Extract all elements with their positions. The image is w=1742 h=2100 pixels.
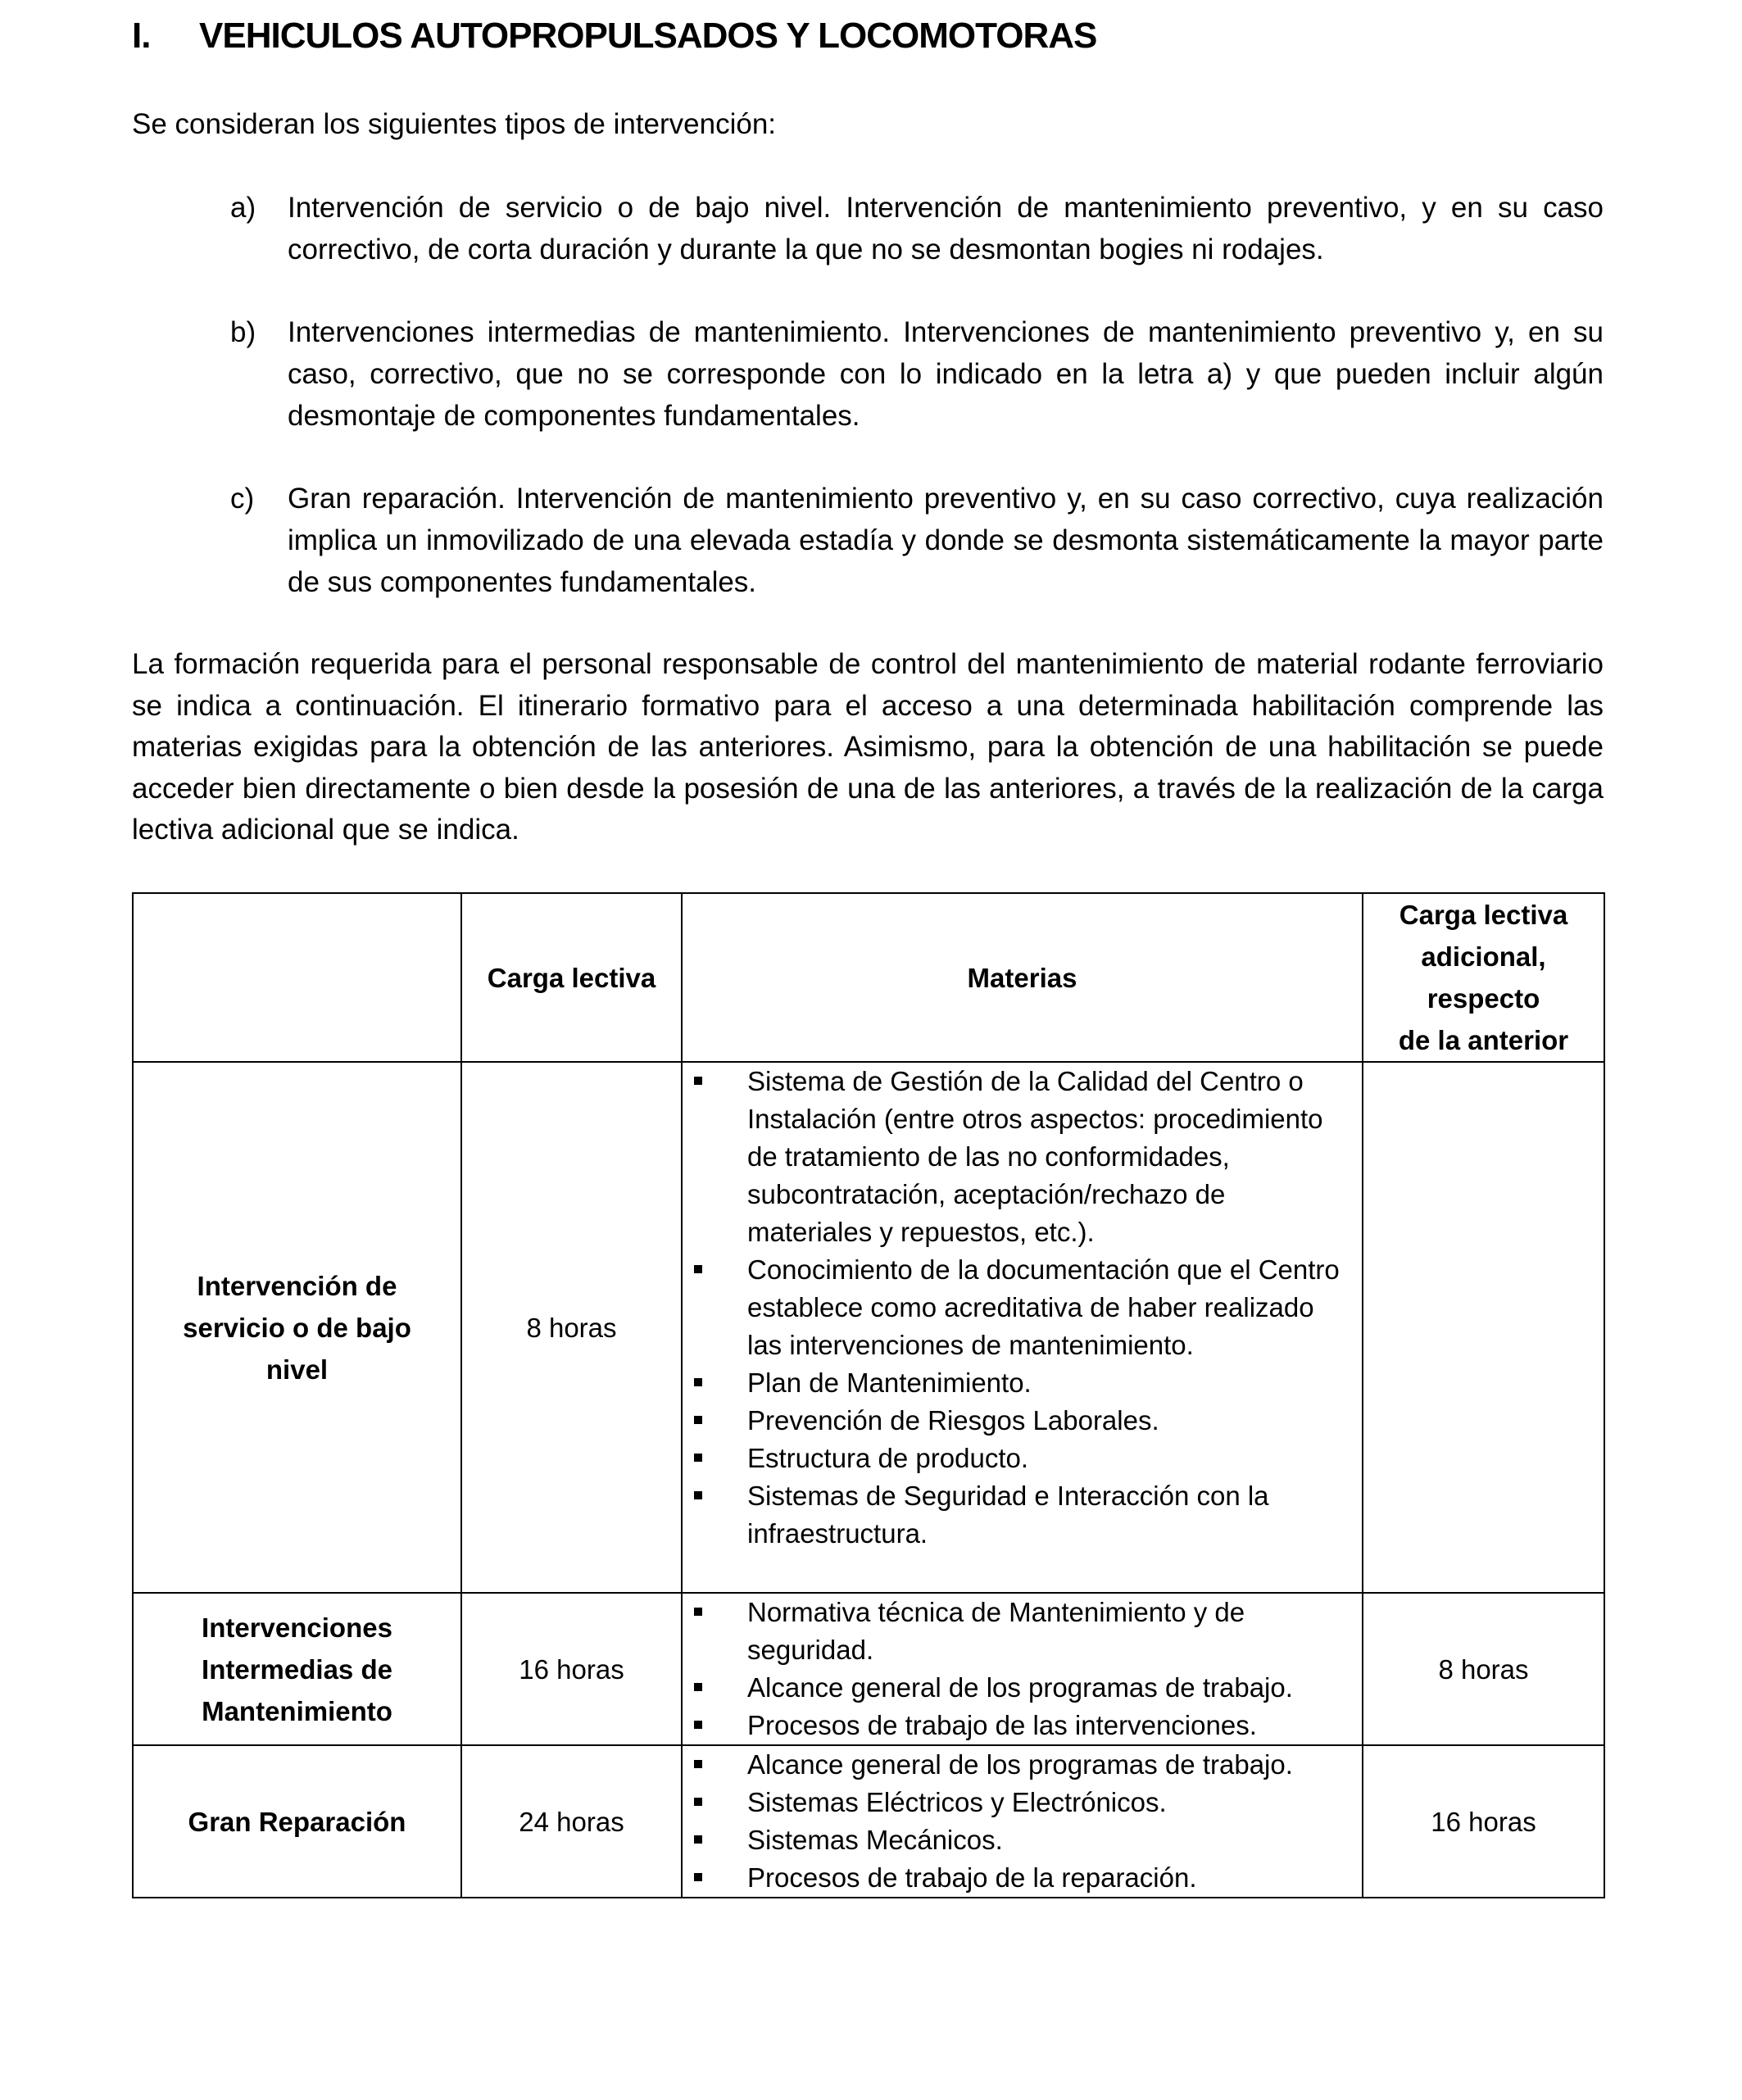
header-empty [133, 893, 461, 1062]
header-line: adicional, [1421, 941, 1546, 972]
list-item [683, 1821, 1362, 1859]
list-item-text: Sistema de Gestión de la Calidad del Centro o Instalación (entre otros aspectos: procedimiento de tratamiento de las no conformidades, subcontratación, aceptación/rechazo de materiales y repuestos, etc.). [747, 1066, 1323, 1247]
row-carga: 16 horas [461, 1593, 682, 1745]
row-title-line: Intervenciones [202, 1612, 392, 1643]
list-item-text: Conocimiento de la documentación que el Centro establece como acreditativa de haber realizado las intervenciones de mantenimiento. [747, 1254, 1340, 1360]
bullet-square-icon [694, 1378, 702, 1386]
header-line: respecto [1427, 983, 1540, 1014]
row-title-line: servicio o de bajo [183, 1312, 411, 1343]
header-carga-adicional [1363, 893, 1604, 1062]
list-item-text: Sistemas Eléctricos y Electrónicos. [747, 1787, 1167, 1817]
body-paragraph: La formación requerida para el personal responsable de control del mantenimiento de material rodante ferroviario se indica a continuación. El itinerario formativo para el acceso a una determinada habilitación comprende las materias exigidas para la obtención de las anteriores. Asimismo, para la obtención de una habilitación se puede acceder bien directamente o bien desde la posesión de una de las anteriores, a través de la realización de la carga lectiva adicional que se indica. [132, 648, 1604, 846]
list-item [683, 1669, 1362, 1707]
bullet-square-icon [694, 1491, 702, 1499]
training-table [132, 892, 1605, 1898]
list-item-a [230, 187, 1604, 270]
bullet-square-icon [694, 1835, 702, 1844]
table-row [133, 1593, 1604, 1745]
list-item-b [230, 311, 1604, 437]
list-item-text: Estructura de producto. [747, 1443, 1029, 1473]
list-item-text: Intervenciones intermedias de mantenimiento. Intervenciones de mantenimiento preventivo y, en su caso, correctivo, que no se corresponde con lo indicado en la letra a) y que pueden incluir algún desmontaje de componentes fundamentales. [288, 316, 1604, 432]
row-title-line: Gran Reparación [188, 1806, 406, 1837]
table-header-row [133, 893, 1604, 1062]
list-marker: b) [230, 316, 256, 348]
list-item [683, 1402, 1362, 1440]
header-line: de la anterior [1398, 1025, 1569, 1055]
materias-list [683, 1746, 1362, 1897]
bullet-square-icon [694, 1608, 702, 1616]
row-materias [682, 1593, 1363, 1745]
row-adicional: 8 horas [1363, 1593, 1604, 1745]
list-item [683, 1440, 1362, 1477]
bullet-square-icon [694, 1077, 702, 1085]
bullet-square-icon [694, 1265, 702, 1273]
list-marker: a) [230, 192, 256, 224]
header-materias: Materias [682, 893, 1363, 1062]
list-marker: c) [230, 483, 255, 515]
list-item [683, 1251, 1362, 1364]
table-row [133, 1745, 1604, 1898]
bullet-square-icon [694, 1683, 702, 1691]
list-item [683, 1746, 1362, 1784]
row-materias [682, 1745, 1363, 1898]
section-number: I. [132, 16, 151, 56]
section-title: VEHICULOS AUTOPROPULSADOS Y LOCOMOTORAS [199, 16, 1097, 56]
materias-list [683, 1063, 1362, 1553]
section-heading [132, 11, 1096, 61]
row-title [133, 1745, 461, 1898]
materias-list [683, 1594, 1362, 1744]
row-carga: 8 horas [461, 1062, 682, 1593]
list-item-text: Prevención de Riesgos Laborales. [747, 1405, 1159, 1436]
list-item [683, 1063, 1362, 1251]
list-item-c [230, 478, 1604, 603]
row-carga: 24 horas [461, 1745, 682, 1898]
bullet-square-icon [694, 1798, 702, 1806]
list-item-text: Procesos de trabajo de la reparación. [747, 1862, 1197, 1893]
row-title-line: Intermedias de [202, 1653, 392, 1685]
list-item [683, 1707, 1362, 1744]
bullet-square-icon [694, 1873, 702, 1881]
bullet-square-icon [694, 1760, 702, 1768]
list-item [683, 1859, 1362, 1897]
table-row [133, 1062, 1604, 1593]
list-item-text: Alcance general de los programas de trabajo. [747, 1672, 1293, 1703]
header-carga-lectiva: Carga lectiva [461, 893, 682, 1062]
row-title-line: nivel [265, 1354, 329, 1385]
list-item [683, 1477, 1362, 1553]
list-item-text: Normativa técnica de Mantenimiento y de seguridad. [747, 1597, 1245, 1665]
list-item [683, 1594, 1362, 1669]
bullet-square-icon [694, 1416, 702, 1424]
list-item-text: Procesos de trabajo de las intervenciones. [747, 1710, 1257, 1740]
header-line: Carga lectiva [1399, 900, 1568, 930]
row-title [133, 1593, 461, 1745]
list-item [683, 1364, 1362, 1402]
list-item-text: Intervención de servicio o de bajo nivel. Intervención de mantenimiento preventivo, y en su caso correctivo, de corta duración y durante la que no se desmontan bogies ni rodajes. [288, 192, 1604, 265]
list-item-text: Gran reparación. Intervención de mantenimiento preventivo y, en su caso correctivo, cuya realización implica un inmovilizado de una elevada estadía y donde se desmonta sistemáticamente la mayor parte de sus componentes fundamentales. [288, 483, 1604, 598]
row-materias [682, 1062, 1363, 1593]
list-item-text: Plan de Mantenimiento. [747, 1367, 1032, 1398]
list-item-text: Sistemas de Seguridad e Interacción con la infraestructura. [747, 1481, 1269, 1549]
intro-text: Se consideran los siguientes tipos de intervención: [132, 108, 777, 140]
list-item [683, 1784, 1362, 1821]
list-item-text: Alcance general de los programas de trabajo. [747, 1749, 1293, 1780]
row-adicional [1363, 1062, 1604, 1593]
bullet-square-icon [694, 1454, 702, 1462]
bullet-square-icon [694, 1721, 702, 1729]
row-title-line: Intervención de [197, 1270, 397, 1301]
row-title [133, 1062, 461, 1593]
row-adicional: 16 horas [1363, 1745, 1604, 1898]
list-item-text: Sistemas Mecánicos. [747, 1825, 1003, 1855]
row-title-line: Mantenimiento [202, 1695, 392, 1726]
